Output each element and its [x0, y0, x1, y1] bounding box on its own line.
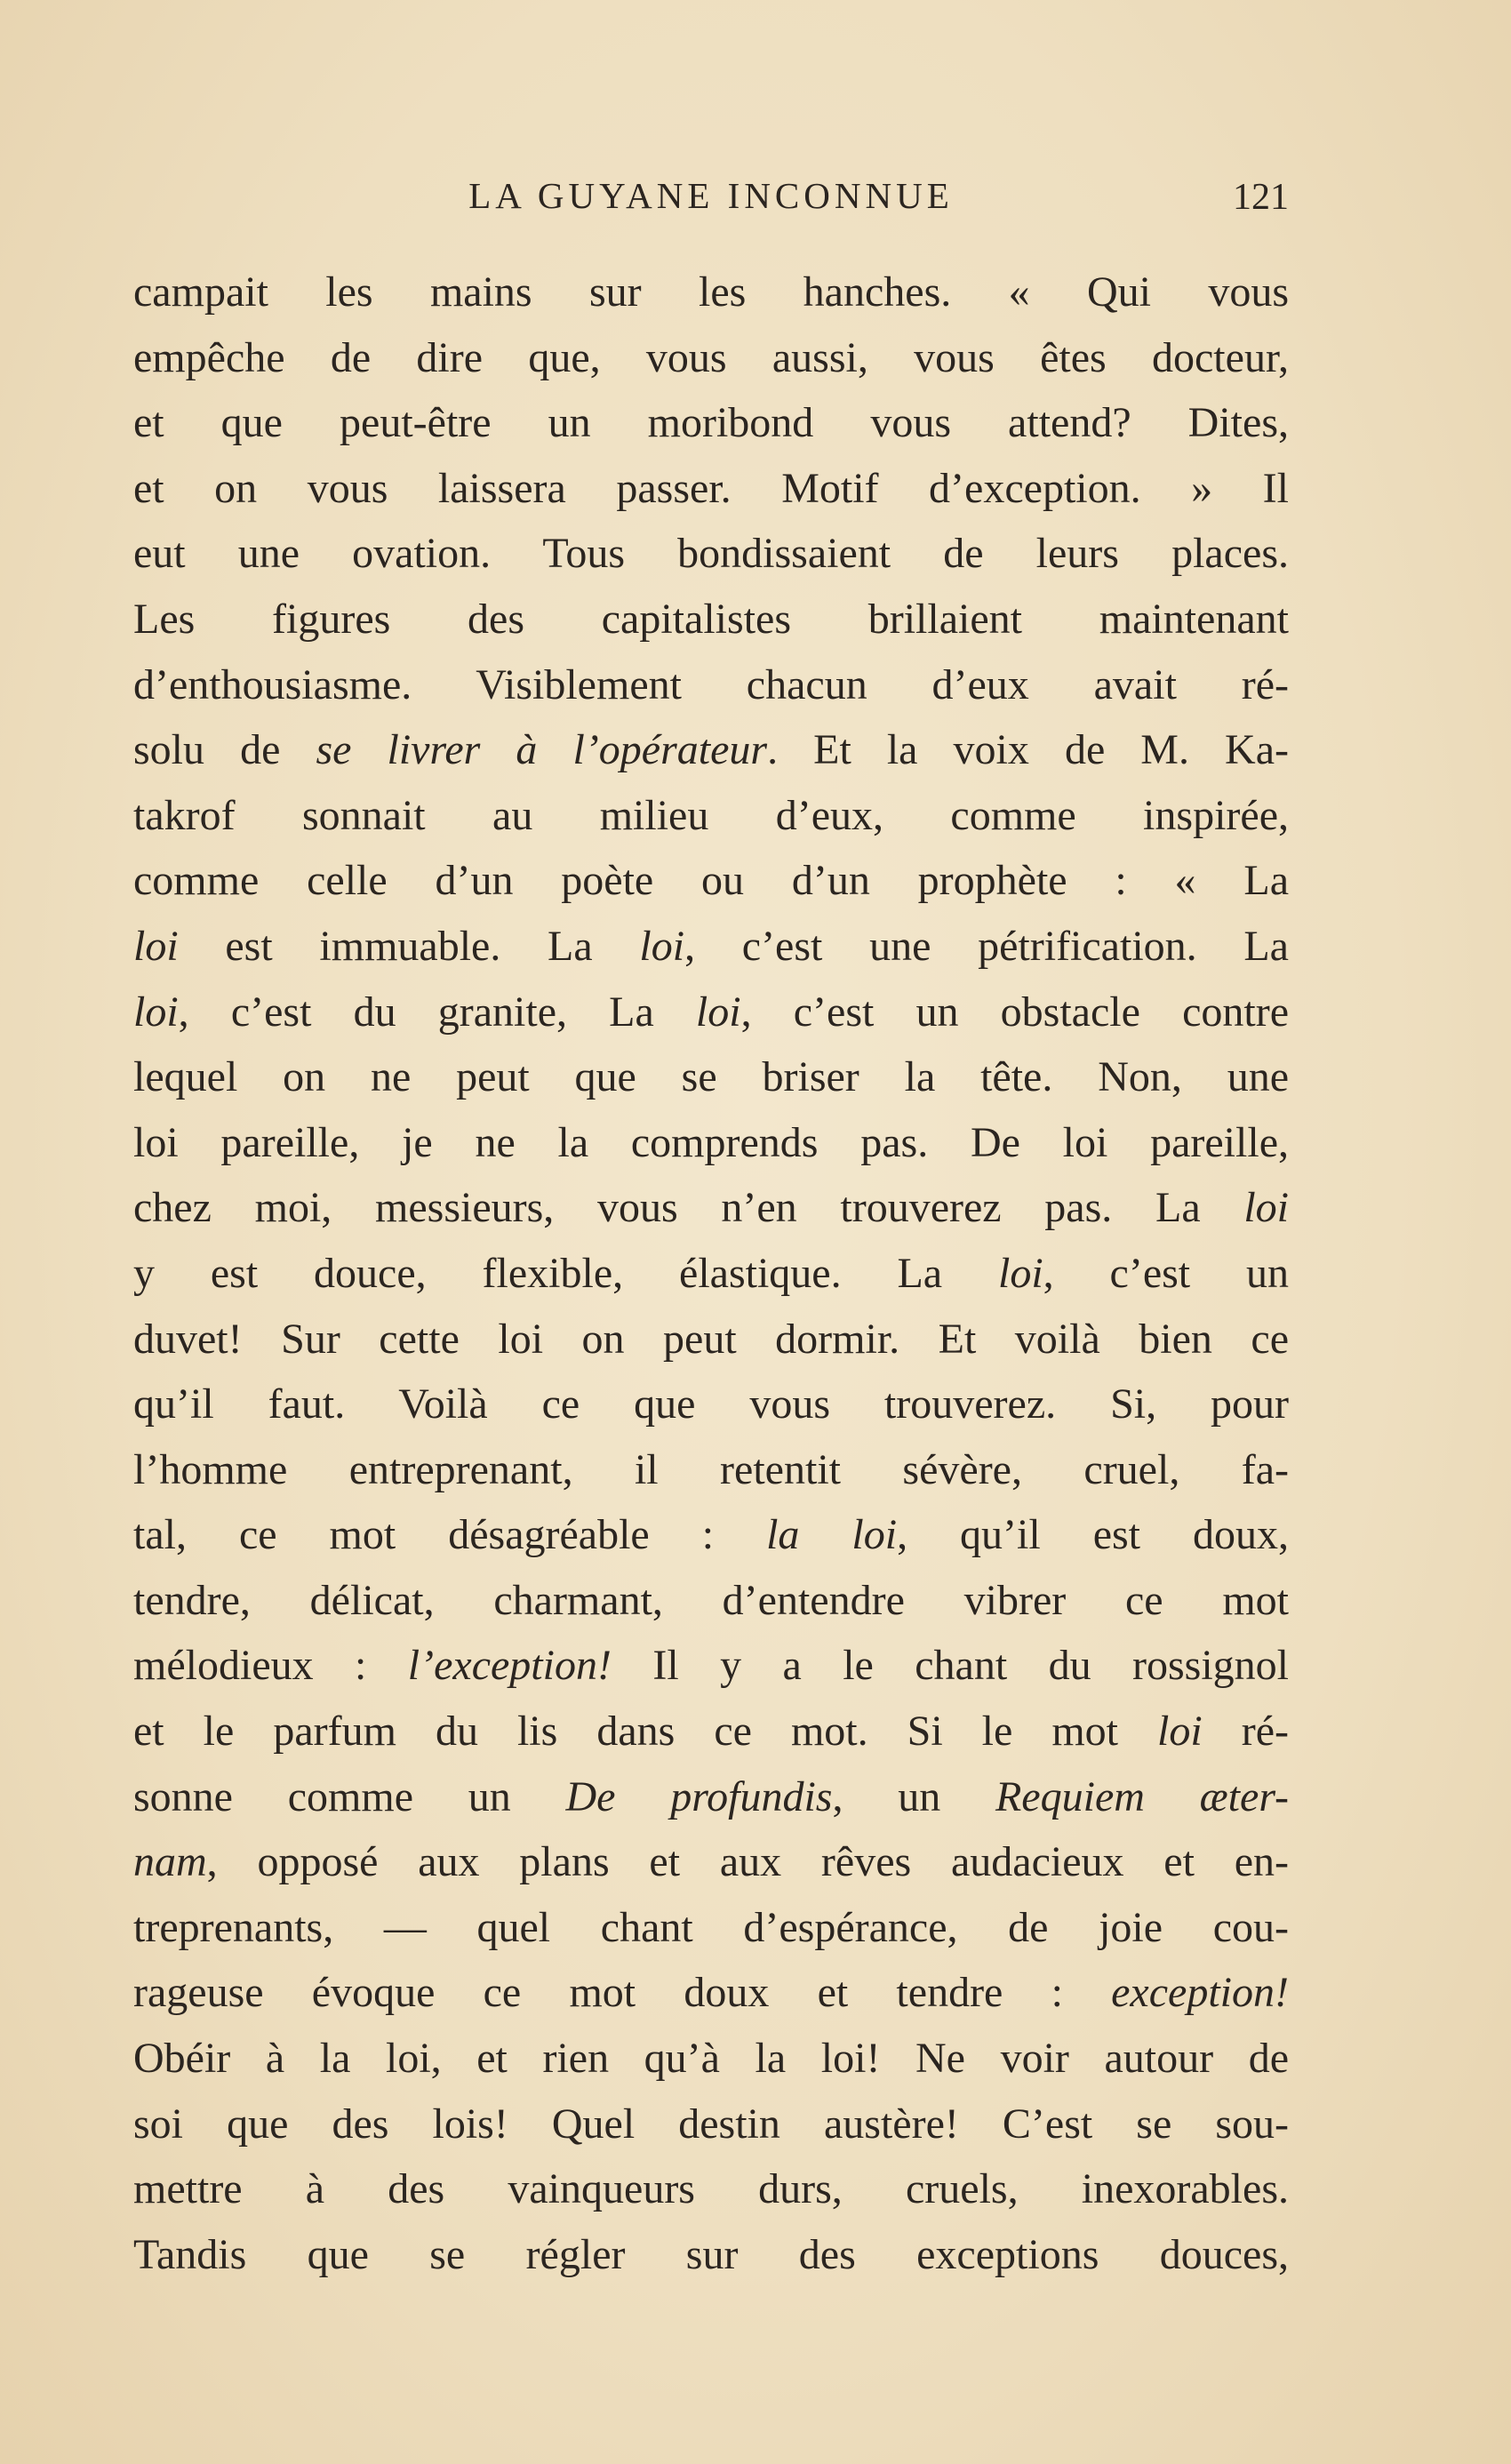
- text-run: sonne comme un: [133, 1772, 566, 1820]
- text-line: [133, 2156, 1289, 2222]
- text-run: duvet! Sur cette loi on peut dormir. Et voilà bien ce: [133, 1315, 1289, 1363]
- text-line: [133, 1699, 1289, 1764]
- text-line: [133, 1502, 1289, 1568]
- text-run: et on vous laissera passer. Motif d’exception. » Il: [133, 464, 1289, 512]
- text-line: [133, 260, 1289, 325]
- text-run: mélodieux :: [133, 1642, 408, 1690]
- text-line: [133, 652, 1289, 718]
- text-run: solu de: [133, 726, 316, 774]
- text-line: [133, 1829, 1289, 1895]
- text-run: soi que des lois! Quel destin austère! C’est se sou-: [133, 2100, 1289, 2148]
- text-run: , un: [832, 1772, 995, 1820]
- italic-text: De profundis: [565, 1772, 833, 1820]
- text-run: , c’est du granite, La: [178, 988, 696, 1036]
- text-run: est immuable. La: [178, 922, 640, 970]
- text-line: [133, 848, 1289, 914]
- text-run: l’homme entreprenant, il retentit sévère, cruel, fa-: [133, 1445, 1289, 1493]
- text-line: [133, 1110, 1289, 1176]
- italic-text: nam: [133, 1838, 207, 1886]
- text-run: , c’est un obstacle contre: [740, 988, 1289, 1036]
- text-run: eut une ovation. Tous bondissaient de leurs places.: [133, 530, 1289, 578]
- text-line: [133, 390, 1289, 456]
- text-line: [133, 1044, 1289, 1110]
- text-run: , qu’il est doux,: [897, 1511, 1289, 1559]
- text-run: rageuse évoque ce mot doux et tendre :: [133, 1969, 1112, 2017]
- text-run: , c’est une pétrification. La: [684, 922, 1289, 970]
- text-run: Il y a le chant du rossignol: [611, 1642, 1290, 1690]
- text-run: comme celle d’un poète ou d’un prophète : « La: [133, 857, 1289, 905]
- page-number: 121: [1233, 177, 1289, 218]
- text-line: [133, 1437, 1289, 1503]
- text-run: . Et la voix de M. Ka-: [767, 726, 1289, 774]
- text-run: takrof sonnait au milieu d’eux, comme inspirée,: [133, 791, 1289, 839]
- text-line: [133, 325, 1289, 391]
- text-run: et le parfum du lis dans ce mot. Si le mot: [133, 1708, 1158, 1756]
- italic-text: loi: [133, 922, 179, 970]
- italic-text: se livrer à l’opérateur: [316, 726, 768, 774]
- text-line: [133, 1568, 1289, 1634]
- text-line: [133, 1241, 1289, 1307]
- text-run: empêche de dire que, vous aussi, vous êtes docteur,: [133, 333, 1289, 381]
- text-run: campait les mains sur les hanches. « Qui vous: [133, 268, 1289, 316]
- text-run: loi pareille, je ne la comprends pas. De loi pareille,: [133, 1118, 1289, 1166]
- italic-text: la loi: [766, 1511, 898, 1559]
- italic-text: exception!: [1111, 1969, 1289, 2017]
- text-run: Tandis que se régler sur des exceptions douces,: [133, 2230, 1289, 2278]
- text-line: [133, 2026, 1289, 2092]
- text-line: [133, 1633, 1289, 1699]
- text-line: [133, 783, 1289, 849]
- text-run: Obéir à la loi, et rien qu’à la loi! Ne voir autour de: [133, 2035, 1289, 2083]
- text-run: treprenants, — quel chant d’espérance, de joie cou-: [133, 1903, 1289, 1951]
- text-line: [133, 914, 1289, 980]
- running-title: LA GUYANE INCONNUE: [468, 175, 954, 216]
- text-run: , c’est un: [1043, 1249, 1290, 1297]
- text-line: [133, 1895, 1289, 1961]
- italic-text: loi: [639, 922, 685, 970]
- text-line: [133, 521, 1289, 587]
- text-line: [133, 587, 1289, 652]
- text-line: [133, 1764, 1289, 1830]
- text-line: [133, 717, 1289, 783]
- text-run: tal, ce mot désagréable :: [133, 1511, 767, 1559]
- page-header: [133, 174, 1289, 228]
- text-line: [133, 2222, 1289, 2288]
- text-line: [133, 1960, 1289, 2026]
- text-run: qu’il faut. Voilà ce que vous trouverez. Si, pour: [133, 1380, 1289, 1428]
- italic-text: Requiem æter-: [995, 1772, 1290, 1820]
- italic-text: loi: [1157, 1708, 1203, 1756]
- text-line: [133, 980, 1289, 1045]
- text-run: y est douce, flexible, élastique. La: [133, 1249, 998, 1297]
- text-line: [133, 2092, 1289, 2157]
- text-run: , opposé aux plans et aux rêves audacieux et en-: [206, 1838, 1289, 1886]
- text-run: et que peut-être un moribond vous attend? Dites,: [133, 399, 1289, 447]
- text-line: [133, 1175, 1289, 1241]
- body-text: [133, 260, 1289, 2287]
- italic-text: loi: [997, 1249, 1043, 1297]
- text-run: chez moi, messieurs, vous n’en trouverez pas. La: [133, 1184, 1244, 1232]
- text-run: Les figures des capitalistes brillaient maintenant: [133, 595, 1289, 643]
- text-line: [133, 1307, 1289, 1372]
- text-line: [133, 456, 1289, 522]
- italic-text: loi: [133, 988, 179, 1036]
- text-line: [133, 1372, 1289, 1437]
- italic-text: loi: [695, 988, 741, 1036]
- text-run: tendre, délicat, charmant, d’entendre vibrer ce mot: [133, 1576, 1289, 1624]
- italic-text: loi: [1243, 1184, 1289, 1232]
- text-run: mettre à des vainqueurs durs, cruels, inexorables.: [133, 2165, 1289, 2213]
- text-run: lequel on ne peut que se briser la tête. Non, une: [133, 1053, 1289, 1101]
- italic-text: l’exception!: [407, 1642, 612, 1690]
- text-run: ré-: [1202, 1708, 1289, 1756]
- text-run: d’enthousiasme. Visiblement chacun d’eux avait ré-: [133, 660, 1289, 708]
